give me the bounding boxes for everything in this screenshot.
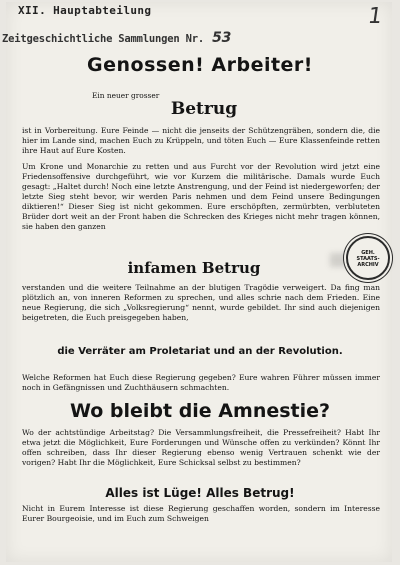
stamp-line-1: GEH. [361, 250, 375, 256]
archive-stamp [346, 236, 390, 280]
leaflet-title: Genossen! Arbeiter! [87, 54, 313, 76]
stamp-text [348, 250, 388, 268]
paragraph-5: Wo der achtstündige Arbeitstag? Die Versammlungsfreiheit, die Pressefreiheit? Habt Ihr etwa jetzt die Möglichkeit, Eure Forderungen und Wünsche offen zu verkünden? Könnt Ihr offen schreiben, dass Ihr dieser Regierung ebenso wenig Vertrauen schenkt wie der vorigen? Habt Ihr die Möglichkeit, Eure Schicksal selbst zu bestimmen? [22, 428, 380, 467]
headline-luege: Alles ist Lüge! Alles Betrug! [105, 486, 295, 500]
archive-department: XII. Hauptabteilung [18, 4, 152, 17]
stamp-line-2: STAATS- [356, 256, 380, 262]
document-page [6, 2, 392, 562]
paragraph-4: Welche Reformen hat Euch diese Regierung gegeben? Eure wahren Führer müssen immer noch in Gefängnissen und Zuchthäusern schmachten. [22, 373, 380, 392]
headline-betrug: Betrug [170, 99, 238, 119]
intro-line: Ein neuer grosser [92, 91, 160, 100]
archive-number: 53 [212, 30, 232, 46]
paragraph-2: Um Krone und Monarchie zu retten und aus Furcht vor der Revolution wird jetzt eine Friedensoffensive durchgeführt, wie vor Kurzem die militärische. Damals wurde Euch gesagt: „Haltet durch! Noch eine letzte Anstrengung, und der Feind ist niedergeworfen; der letzte Sieg steht bevor, wir werden Paris nehmen und dem Feind unsere Bedingungen diktieren!“ Dieser Sieg ist nicht gekommen. Eure erschöpften, zermürbten, verbluteten Brüder dort weit an der Front haben die Schrecken des Krieges nicht mehr tragen können, sie haben den ganzen [22, 162, 380, 231]
paragraph-3: verstanden und die weitere Teilnahme an der blutigen Tragödie verweigert. Da fing man plötzlich an, von inneren Reformen zu sprechen, und alles schrie nach dem Frieden. Eine neue Regierung, die sich „Volksregierung“ nennt, wurde gebildet. Ihr sind auch diejenigen beigetreten, die Euch preisgegeben haben, [22, 283, 380, 322]
stamp-line-3: ARCHIV [357, 262, 379, 268]
headline-amnestie: Wo bleibt die Amnestie? [69, 400, 331, 422]
paragraph-1: ist in Vorbereitung. Eure Feinde — nicht die jenseits der Schützengräben, sondern die, die hier im Lande sind, machen Euch zu Krüppeln, und töten Euch — Eure Klassenfeinde retten ihre Haut auf Eure Kosten. [22, 126, 380, 155]
archive-collection-line [2, 30, 231, 46]
paragraph-6: Nicht in Eurem Interesse ist diese Regierung geschaffen worden, sondern im Interesse Eurer Bourgeoisie, und im Euch zum Schweigen [22, 504, 380, 523]
headline-verraeter: die Verräter am Proletariat und an der Revolution. [57, 346, 343, 357]
archive-collection: Zeitgeschichtliche Sammlungen Nr. [2, 33, 205, 45]
headline-infamen-betrug: infamen Betrug [127, 259, 261, 277]
page-mark: 1 [366, 4, 384, 29]
